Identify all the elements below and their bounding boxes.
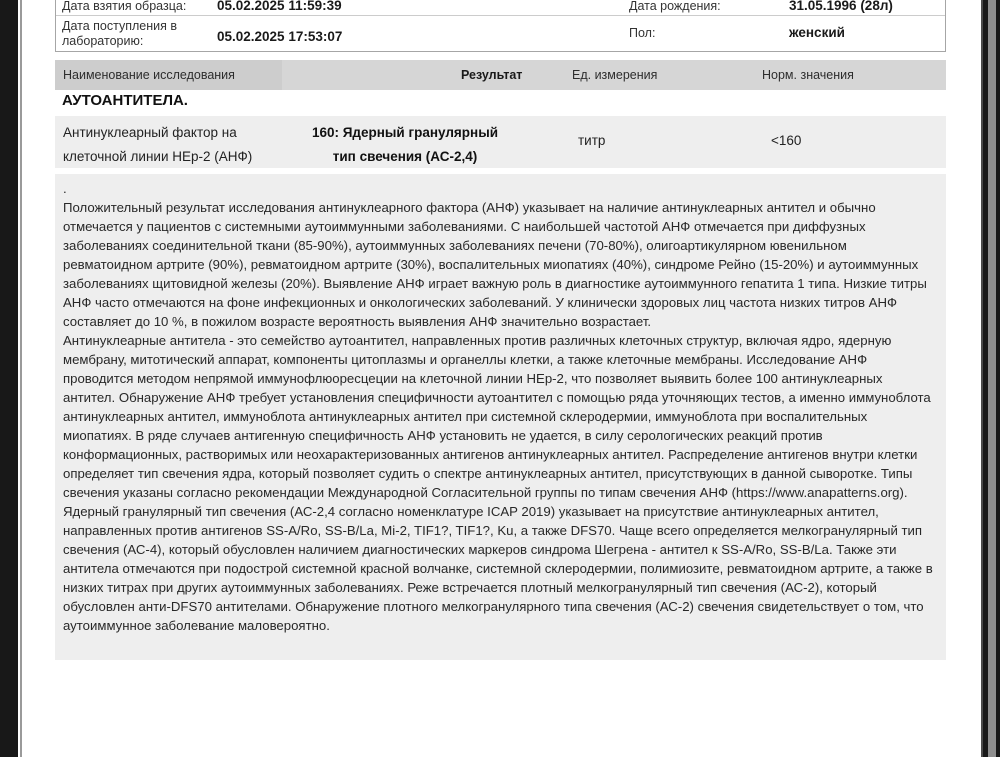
patient-info-box [55,0,946,52]
birth-date-label: Дата рождения: [629,0,721,13]
left-bezel [0,0,18,757]
column-header-name: Наименование исследования [63,68,235,82]
right-bezel [981,0,1000,757]
sex-label: Пол: [629,26,656,40]
sex-value: женский [789,25,845,40]
interpretation-paragraph: Антинуклеарные антитела - это семейство аутоантител, направленных против различных клеточных структур, включая ядро, ядерную мембрану, митотический аппарат, компоненты цитоплазмы и органеллы клетки, а также клеточные мембраны. Исследование АНФ проводится методом непрямой иммунофлюоресцеции на клеточной линии НЕр-2, что позволяет выявить более 100 антинуклеарных антител. Обнаружение АНФ требует установления специфичности аутоантител с помощью ряда уточняющих тестов, а именно иммуноблота антинуклеарных антител, иммуноблота антинуклеарных антител при системной склеродермии, иммуноблота при воспалительных миопатиях. В ряде случаев антигенную специфичность АНФ установить не удается, в силу серологических реакций против конформационных, растворимых или неохарактеризованных антигенов антинуклеарных антител. Распределение антигенов внутри клетки определяет тип свечения ядра, который позволяет судить о спектре антинуклеарных антител, присутствующих в данной сыворотке. Типы свечения указаны согласно рекомендации Международной Согласительной группы по типам свечения АНФ (https://www.anapatterns.org). [63,333,931,500]
test-name-cell: Антинуклеарный фактор на клеточной линии НЕр-2 (АНФ) [63,125,253,164]
results-table-header [55,60,946,90]
test-norm-cell: <160 [771,133,802,148]
interpretation-paragraph: Положительный результат исследования антинуклеарного фактора (АНФ) указывает на наличие антинуклеарных антител и обычно отмечается у пациентов с системными аутоиммунными заболеваниями. С наибольшей частотой АНФ отмечается при диффузных заболеваниях соединительной ткани (85-90%), аутоиммунных заболеваниях печени (70-80%), олигоартикулярном ювенильном ревматоидном артрите (90%), ревматоидном артрите (30%), воспалительных миопатиях (40%), синдроме Рейно (15-20%) и аутоиммунных заболеваниях щитовидной железы (20%). Выявление АНФ играет важную роль в диагностике аутоиммунного гепатита 1 типа. Низкие титры АНФ часто отмечаются на фоне инфекционных и онкологических заболеваний. У клинически здоровых лиц частота низких титров АНФ составляет до 10 %, в пожилом возрасте вероятность выявления АНФ значительно возрастает. [63,200,927,329]
test-result-cell: 160: Ядерный гранулярный тип свечения (АС-2,4) [311,125,499,164]
scrollbar-thumb[interactable] [988,0,996,757]
left-edge-divider [20,0,22,757]
sample-date-value: 05.02.2025 11:59:39 [217,0,342,13]
lab-received-label: Дата поступления в лабораторию: [62,19,178,48]
interpretation-paragraph: Ядерный гранулярный тип свечения (АС-2,4 согласно номенклатуре ICAP 2019) указывает на присутствие антинуклеарных антител, направленных против антигенов SS-A/Ro, SS-B/La, Mi-2, TIF1?, TIF1?, Ku, а также DFS70. Чаще всего определяется мелкогранулярный тип свечения (АС-4), который обусловлен наличием диагностических маркеров синдрома Шегрена - антител к SS-A/Ro, SS-B/La. Также эти антитела отмечаются при подострой системной красной волчанке, системной склеродермии, полимиозите, ревматоидном артрите, а также в низких титрах при других аутоиммунных заболеваниях. Реже встречается плотный мелкогранулярный тип свечения (АС-2), который обусловлен анти-DFS70 антителами. Обнаружение плотного мелкогранулярного типа свечения (АС-2) свечения свидетельствует о том, что аутоиммунное заболевание маловероятно. [63,504,933,633]
test-units-cell: титр [578,133,606,148]
column-header-norm: Норм. значения [762,68,854,82]
table-row [55,116,946,168]
interpretation-panel [55,174,946,660]
row-divider [56,15,945,16]
section-title-autoantibodies: АУТОАНТИТЕЛА. [62,92,188,109]
column-header-units: Ед. измерения [572,68,658,82]
lab-received-value: 05.02.2025 17:53:07 [217,29,343,44]
birth-date-value: 31.05.1996 (28л) [789,0,893,13]
column-header-result: Результат [461,68,523,82]
sample-date-label: Дата взятия образца: [62,0,187,13]
interpretation-dot-line: . [63,181,67,196]
